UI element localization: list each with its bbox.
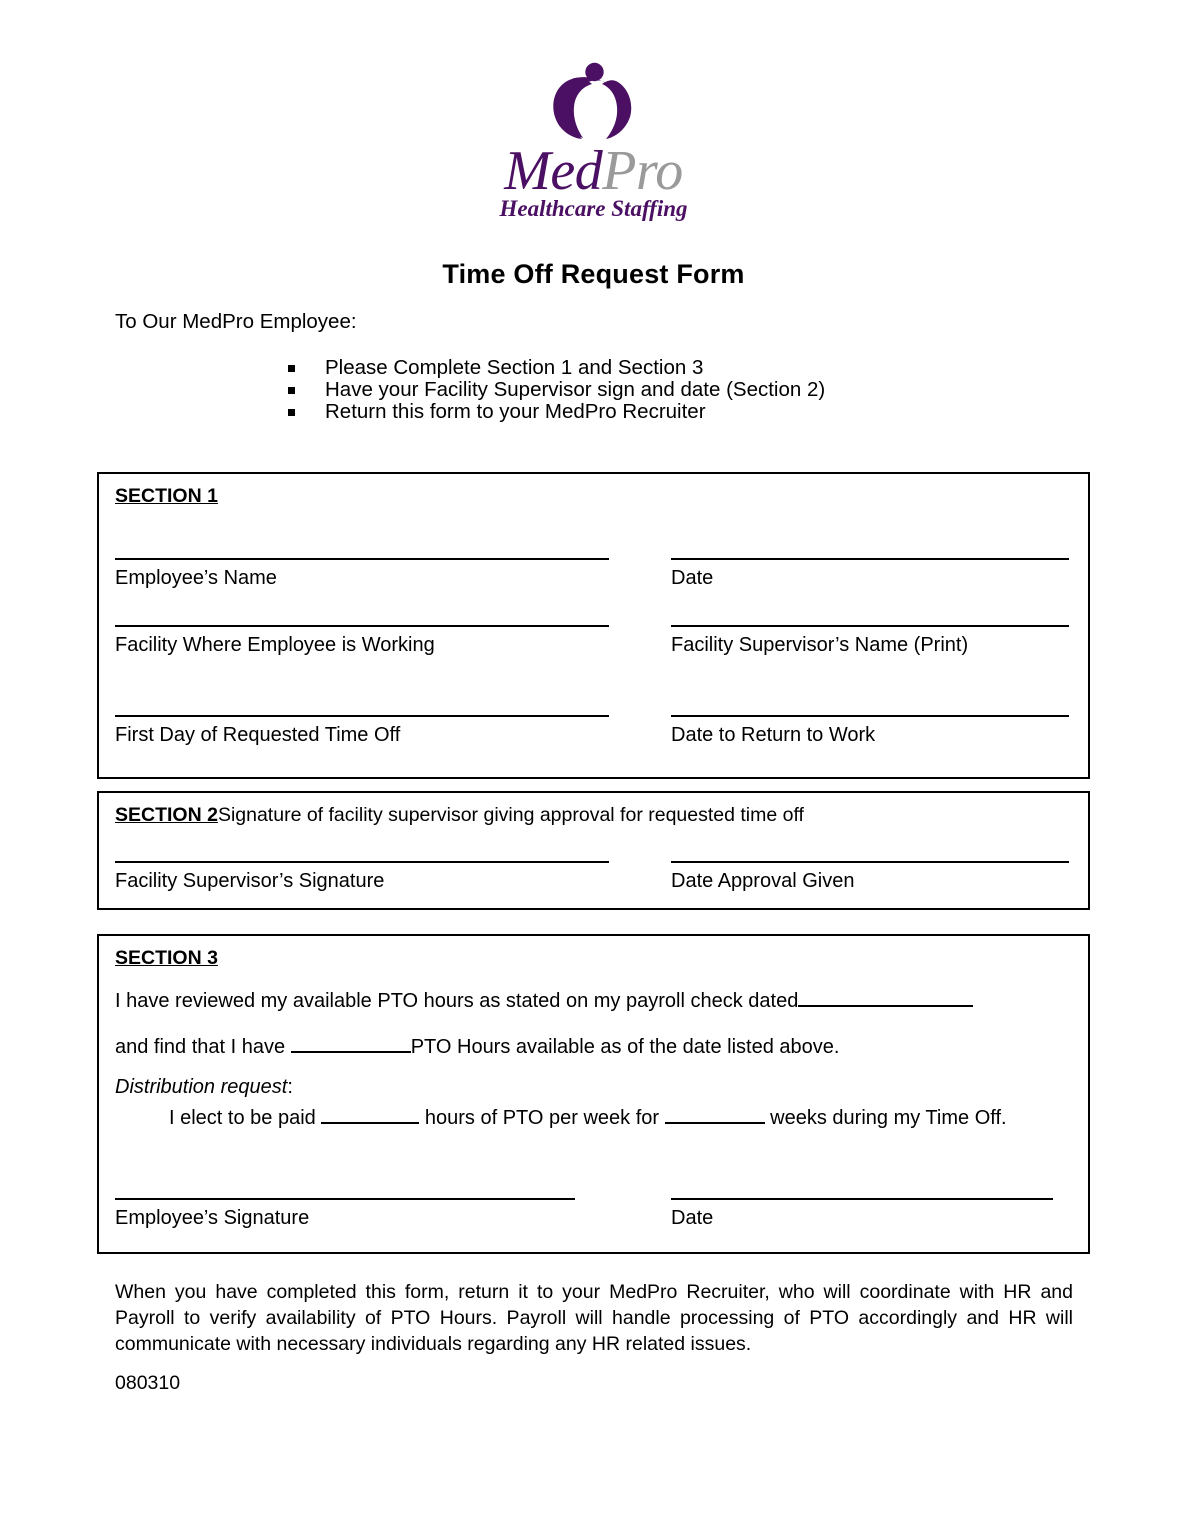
pto-hours-line xyxy=(115,1031,839,1059)
distribution-request-heading xyxy=(115,1076,293,1099)
pto-review-line xyxy=(115,985,973,1013)
employee-signature-label: Employee’s Signature xyxy=(115,1207,310,1229)
revision-code: 080310 xyxy=(115,1372,181,1394)
pto-hours-text-after: PTO Hours available as of the date listed above. xyxy=(410,1036,840,1058)
list-item xyxy=(288,357,825,379)
distribution-request-colon: : xyxy=(287,1076,293,1098)
date-label: Date xyxy=(671,567,714,589)
supervisor-name-field[interactable] xyxy=(671,625,1069,627)
section-3-heading: SECTION 3 xyxy=(115,947,218,969)
list-item xyxy=(288,379,825,401)
section-1-box xyxy=(97,472,1090,779)
pto-hours-blank[interactable] xyxy=(291,1031,411,1053)
date-field[interactable] xyxy=(671,558,1069,560)
approval-date-field[interactable] xyxy=(671,861,1069,863)
first-day-label: First Day of Requested Time Off xyxy=(115,724,401,746)
employee-signature-date-field[interactable] xyxy=(671,1198,1053,1200)
elect-hours-blank[interactable] xyxy=(321,1102,419,1124)
approval-date-label: Date Approval Given xyxy=(671,870,855,892)
square-bullet-icon xyxy=(288,409,295,416)
medpro-figure-mark-icon xyxy=(542,62,646,140)
logo-tagline: Healthcare Staffing xyxy=(499,196,688,221)
return-date-label: Date to Return to Work xyxy=(671,724,876,746)
salutation: To Our MedPro Employee: xyxy=(115,310,357,333)
page-title: Time Off Request Form xyxy=(442,259,745,289)
logo-word-med: Med xyxy=(504,140,603,202)
list-item-label: Return this form to your MedPro Recruiter xyxy=(325,400,706,423)
section-2-box xyxy=(97,791,1090,910)
facility-label: Facility Where Employee is Working xyxy=(115,634,435,656)
elect-text-mid: hours of PTO per week for xyxy=(419,1107,665,1129)
employee-name-label: Employee’s Name xyxy=(115,567,277,589)
elect-text-after: weeks during my Time Off. xyxy=(764,1107,1007,1129)
logo-wordmark xyxy=(504,142,682,200)
elect-paid-line xyxy=(169,1102,1007,1130)
payroll-check-date-blank[interactable] xyxy=(798,985,973,1007)
section-2-heading-note: Signature of facility supervisor giving approval for requested time off xyxy=(217,804,804,826)
section-1-heading: SECTION 1 xyxy=(115,485,218,507)
square-bullet-icon xyxy=(288,387,295,394)
supervisor-signature-field[interactable] xyxy=(115,861,609,863)
square-bullet-icon xyxy=(288,365,295,372)
supervisor-name-label: Facility Supervisor’s Name (Print) xyxy=(671,634,969,656)
facility-field[interactable] xyxy=(115,625,609,627)
employee-signature-date-label: Date xyxy=(671,1207,714,1229)
footer-instructions: When you have completed this form, return it to your MedPro Recruiter, who will coordinate with HR and Payroll to verify availability of PTO Hours. Payroll will handle processing of PTO accordingly and HR will communicate with necessary individuals regarding any HR related issues. xyxy=(115,1281,1073,1355)
list-item-label: Please Complete Section 1 and Section 3 xyxy=(325,356,704,379)
supervisor-signature-label: Facility Supervisor’s Signature xyxy=(115,870,385,892)
pto-hours-text-before: and find that I have xyxy=(115,1036,291,1058)
employee-signature-field[interactable] xyxy=(115,1198,575,1200)
section-3-box xyxy=(97,934,1090,1254)
return-date-field[interactable] xyxy=(671,715,1069,717)
list-item-label: Have your Facility Supervisor sign and date (Section 2) xyxy=(325,378,826,401)
pto-review-text: I have reviewed my available PTO hours as stated on my payroll check dated xyxy=(115,990,799,1012)
instruction-list xyxy=(288,357,825,423)
list-item xyxy=(288,401,825,423)
company-logo xyxy=(0,62,1187,222)
section-2-heading-label: SECTION 2 xyxy=(115,804,218,826)
logo-word-pro: Pro xyxy=(602,140,683,202)
elect-weeks-blank[interactable] xyxy=(665,1102,765,1124)
elect-text-before: I elect to be paid xyxy=(169,1107,322,1129)
section-2-heading xyxy=(115,804,804,827)
employee-name-field[interactable] xyxy=(115,558,609,560)
first-day-field[interactable] xyxy=(115,715,609,717)
distribution-request-label: Distribution request xyxy=(115,1076,288,1098)
